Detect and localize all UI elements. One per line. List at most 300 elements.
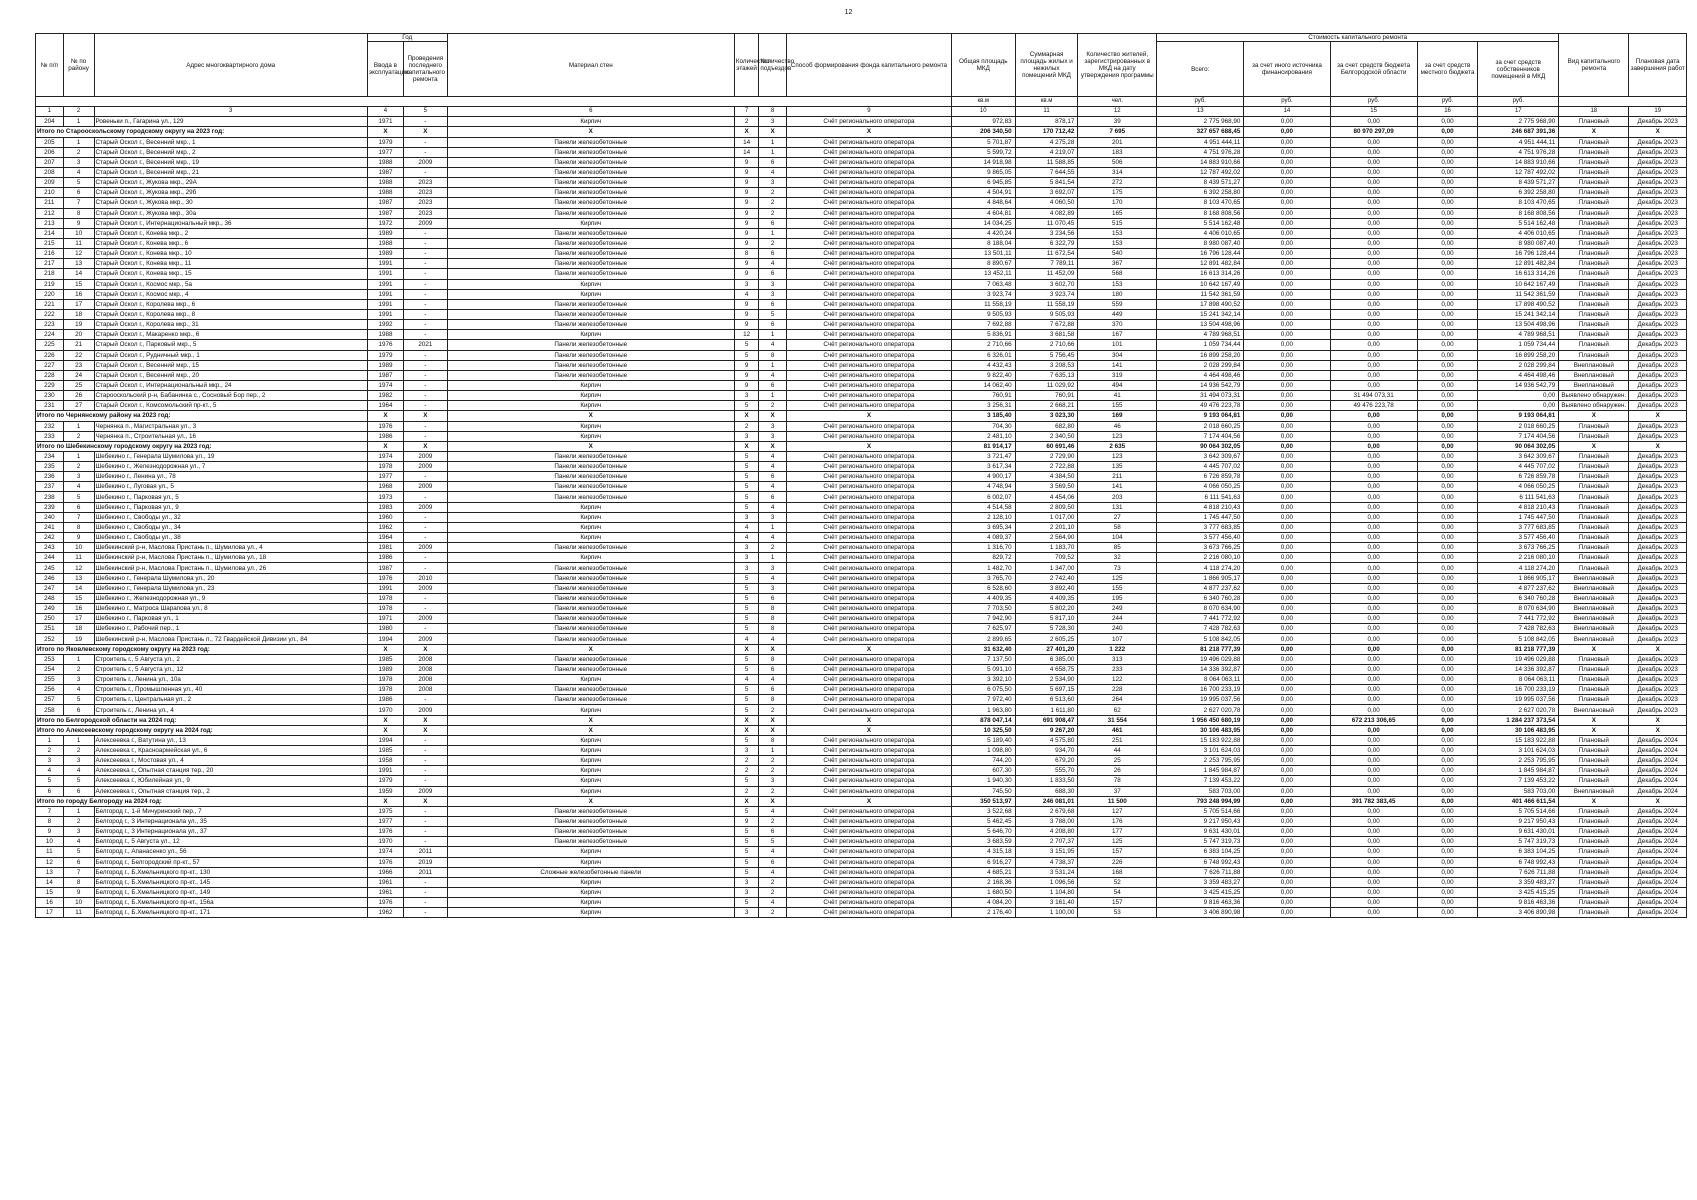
cell-c2: 0,00 — [1330, 735, 1417, 745]
cell-a2: 1 104,80 — [1015, 887, 1078, 897]
cell-s: Счёт регионального оператора — [786, 350, 951, 360]
cell-c3: 0,00 — [1417, 431, 1478, 441]
cell-n: 250 — [36, 614, 64, 624]
cell-s: Счёт регионального оператора — [786, 898, 951, 908]
cell-s: Счёт регионального оператора — [786, 178, 951, 188]
cell-c3: 0,00 — [1417, 624, 1478, 634]
cell-a2: 5 756,45 — [1015, 350, 1078, 360]
cell-c2: 672 213 306,65 — [1330, 715, 1417, 725]
cell-addr: Строитель г., Промышленная ул., 40 — [94, 685, 367, 695]
cell-c4: 6 748 992,43 — [1478, 857, 1559, 867]
cell-addr: Шебекино г., Железнодорожная ул., 7 — [94, 462, 367, 472]
cell-c3: 0,00 — [1417, 137, 1478, 147]
cell-dt: Декабрь 2024 — [1629, 806, 1687, 816]
subtotal-title: Итого по Алексеевскому городскому округу на 2024 год: — [36, 725, 368, 735]
cell-k: Внеплановый — [1559, 624, 1629, 634]
cell-c4: 6 392 258,80 — [1478, 188, 1559, 198]
cell-p: 46 — [1078, 421, 1157, 431]
cell-rr: - — [404, 837, 448, 847]
cell-f: X — [734, 441, 758, 451]
cell-m: Панели железобетонные — [447, 208, 734, 218]
cell-rr: 2011 — [404, 867, 448, 877]
cell-m: Кирпич — [447, 877, 734, 887]
cell-d: 4 — [63, 685, 94, 695]
subtotal-row — [36, 725, 1687, 735]
cell-m: Кирпич — [447, 776, 734, 786]
cell-rr: 2008 — [404, 664, 448, 674]
cell-f: 5 — [734, 806, 758, 816]
cell-m: Кирпич — [447, 279, 734, 289]
cell-a2: 4 454,06 — [1015, 492, 1078, 502]
cell-a1: 2 176,40 — [951, 908, 1015, 918]
cell-addr: Шебекино г., Генерала Шумилова ул., 23 — [94, 583, 367, 593]
table-row — [36, 877, 1687, 887]
cell-p: 180 — [1078, 289, 1157, 299]
cell-f: 5 — [734, 837, 758, 847]
table-row — [36, 685, 1687, 695]
cell-n: 227 — [36, 360, 64, 370]
cell-c2: 391 782 383,45 — [1330, 796, 1417, 806]
cell-y: 1991 — [367, 289, 403, 299]
cell-f: 9 — [734, 309, 758, 319]
cell-p: 367 — [1078, 259, 1157, 269]
column-index-cell: 14 — [1244, 107, 1330, 117]
cell-rr: X — [404, 644, 448, 654]
cell-n: 5 — [36, 776, 64, 786]
cell-dt: Декабрь 2023 — [1629, 563, 1687, 573]
cell-rr: - — [404, 249, 448, 259]
cell-dt: Декабрь 2023 — [1629, 360, 1687, 370]
column-index-cell: 8 — [759, 107, 787, 117]
cell-m: Панели железобетонные — [447, 614, 734, 624]
cell-c3: 0,00 — [1417, 654, 1478, 664]
cell-m: Панели железобетонные — [447, 573, 734, 583]
cell-p: 31 554 — [1078, 715, 1157, 725]
cell-dt: X — [1629, 441, 1687, 451]
cell-a1: 2 899,65 — [951, 634, 1015, 644]
cell-y: X — [367, 441, 403, 451]
cell-e: 4 — [759, 867, 787, 877]
cell-k: Плановый — [1559, 320, 1629, 330]
cell-s: Счёт регионального оператора — [786, 218, 951, 228]
table-row — [36, 512, 1687, 522]
cell-k: Плановый — [1559, 847, 1629, 857]
cell-a2: 2 729,90 — [1015, 451, 1078, 461]
cell-y: 1986 — [367, 431, 403, 441]
cell-a1: 5 462,45 — [951, 816, 1015, 826]
cell-c2: 0,00 — [1330, 522, 1417, 532]
cell-y: 1972 — [367, 218, 403, 228]
cell-c1: 0,00 — [1244, 624, 1330, 634]
cell-rr: - — [404, 492, 448, 502]
table-row — [36, 776, 1687, 786]
cell-n: 242 — [36, 533, 64, 543]
cell-p: 157 — [1078, 898, 1157, 908]
cell-c2: 0,00 — [1330, 492, 1417, 502]
cell-f: 3 — [734, 877, 758, 887]
cell-m: Панели железобетонные — [447, 492, 734, 502]
cell-p: 251 — [1078, 735, 1157, 745]
cell-dt: Декабрь 2023 — [1629, 309, 1687, 319]
cell-addr: Старый Оскол г., Жукова мкр., 30а — [94, 208, 367, 218]
cell-m: Кирпич — [447, 857, 734, 867]
cell-y: 1976 — [367, 340, 403, 350]
cell-c2: 0,00 — [1330, 279, 1417, 289]
cell-dt: Декабрь 2023 — [1629, 654, 1687, 664]
cell-dt: Декабрь 2023 — [1629, 472, 1687, 482]
cell-a1: 3 923,74 — [951, 289, 1015, 299]
cell-f: 4 — [734, 675, 758, 685]
cell-k: Плановый — [1559, 330, 1629, 340]
cell-a1: 972,83 — [951, 117, 1015, 127]
cell-f: 4 — [734, 533, 758, 543]
cell-c2: 0,00 — [1330, 593, 1417, 603]
cell-f: 9 — [734, 238, 758, 248]
column-index-cell: 4 — [367, 107, 403, 117]
cell-c4: 7 441 772,92 — [1478, 614, 1559, 624]
cell-m: Панели железобетонные — [447, 806, 734, 816]
cell-a1: 760,91 — [951, 391, 1015, 401]
cell-e: 6 — [759, 380, 787, 390]
cell-a1: 2 168,36 — [951, 877, 1015, 887]
cell-k: Плановый — [1559, 188, 1629, 198]
cell-n: 226 — [36, 350, 64, 360]
cell-addr: Старый Оскол г., Конева мкр., 11 — [94, 259, 367, 269]
cell-e: 8 — [759, 350, 787, 360]
cell-p: 370 — [1078, 320, 1157, 330]
cell-e: 3 — [759, 117, 787, 127]
cell-s: Счёт регионального оператора — [786, 228, 951, 238]
cell-e: 4 — [759, 340, 787, 350]
cell-k: Внеплановый — [1559, 370, 1629, 380]
cell-c3: 0,00 — [1417, 279, 1478, 289]
cell-a1: 5 701,87 — [951, 137, 1015, 147]
cell-c2: 0,00 — [1330, 664, 1417, 674]
cell-tot: 6 392 258,80 — [1157, 188, 1244, 198]
cell-c1: 0,00 — [1244, 756, 1330, 766]
cell-c1: 0,00 — [1244, 147, 1330, 157]
cell-a1: 13 452,11 — [951, 269, 1015, 279]
cell-e: X — [759, 725, 787, 735]
table-row — [36, 593, 1687, 603]
cell-p: 461 — [1078, 725, 1157, 735]
cell-rr: - — [404, 533, 448, 543]
cell-y: X — [367, 796, 403, 806]
cell-dt: Декабрь 2023 — [1629, 391, 1687, 401]
cell-e: X — [759, 715, 787, 725]
cell-tot: 7 626 711,88 — [1157, 867, 1244, 877]
cell-rr: - — [404, 137, 448, 147]
cell-a2: 2 710,66 — [1015, 340, 1078, 350]
cell-d: 1 — [63, 735, 94, 745]
cell-tot: 5 514 162,48 — [1157, 218, 1244, 228]
cell-c2: 0,00 — [1330, 847, 1417, 857]
cell-tot: 6 340 760,28 — [1157, 593, 1244, 603]
cell-dt: Декабрь 2023 — [1629, 593, 1687, 603]
cell-c3: 0,00 — [1417, 847, 1478, 857]
cell-c2: 0,00 — [1330, 766, 1417, 776]
cell-f: 2 — [734, 766, 758, 776]
cell-p: 240 — [1078, 624, 1157, 634]
cell-rr: - — [404, 350, 448, 360]
cell-f: 5 — [734, 462, 758, 472]
cell-a2: 4 384,50 — [1015, 472, 1078, 482]
cell-d: 27 — [63, 401, 94, 411]
cell-c3: 0,00 — [1417, 533, 1478, 543]
cell-s: Счёт регионального оператора — [786, 401, 951, 411]
cell-s: Счёт регионального оператора — [786, 695, 951, 705]
cell-c4: 5 705 514,66 — [1478, 806, 1559, 816]
cell-n: 230 — [36, 391, 64, 401]
cell-s: Счёт регионального оператора — [786, 756, 951, 766]
cell-n: 228 — [36, 370, 64, 380]
cell-f: 3 — [734, 431, 758, 441]
cell-tot: 13 504 498,96 — [1157, 320, 1244, 330]
cell-y: 1970 — [367, 705, 403, 715]
cell-s: Счёт регионального оператора — [786, 309, 951, 319]
cell-p: 104 — [1078, 533, 1157, 543]
cell-c1: 0,00 — [1244, 664, 1330, 674]
cell-e: 2 — [759, 188, 787, 198]
cell-tot: 8 439 571,27 — [1157, 178, 1244, 188]
cell-c2: 0,00 — [1330, 340, 1417, 350]
cell-c1: 0,00 — [1244, 269, 1330, 279]
cell-rr: 2008 — [404, 675, 448, 685]
cell-n: 243 — [36, 543, 64, 553]
cell-c4: 9 816 463,36 — [1478, 898, 1559, 908]
cell-p: 176 — [1078, 816, 1157, 826]
cell-tot: 1 956 450 680,19 — [1157, 715, 1244, 725]
cell-m: Панели железобетонные — [447, 563, 734, 573]
cell-dt: Декабрь 2023 — [1629, 228, 1687, 238]
cell-tot: 3 359 483,27 — [1157, 877, 1244, 887]
cell-a2: 11 452,09 — [1015, 269, 1078, 279]
table-row — [36, 178, 1687, 188]
cell-tot: 2 216 080,10 — [1157, 553, 1244, 563]
cell-k: Плановый — [1559, 654, 1629, 664]
cell-rr: X — [404, 796, 448, 806]
cell-c3: 0,00 — [1417, 462, 1478, 472]
cell-f: 2 — [734, 756, 758, 766]
cell-s: Счёт регионального оператора — [786, 583, 951, 593]
cell-c3: 0,00 — [1417, 188, 1478, 198]
cell-c2: 0,00 — [1330, 573, 1417, 583]
cell-c4: 0,00 — [1478, 401, 1559, 411]
cell-k: Плановый — [1559, 198, 1629, 208]
cell-n: 209 — [36, 178, 64, 188]
cell-f: 2 — [734, 421, 758, 431]
cell-c1: 0,00 — [1244, 309, 1330, 319]
cell-y: 1989 — [367, 228, 403, 238]
cell-m: Панели железобетонные — [447, 320, 734, 330]
cell-c3: 0,00 — [1417, 685, 1478, 695]
cell-m: Кирпич — [447, 735, 734, 745]
cell-n: 13 — [36, 867, 64, 877]
cell-f: 4 — [734, 522, 758, 532]
cell-p: 73 — [1078, 563, 1157, 573]
cell-p: 165 — [1078, 208, 1157, 218]
cell-s: Счёт регионального оператора — [786, 543, 951, 553]
cell-c4: 15 241 342,14 — [1478, 309, 1559, 319]
cell-m: Панели железобетонные — [447, 624, 734, 634]
cell-a2: 3 681,58 — [1015, 330, 1078, 340]
cell-a2: 2 809,50 — [1015, 502, 1078, 512]
cell-d: 10 — [63, 898, 94, 908]
cell-s: Счёт регионального оператора — [786, 766, 951, 776]
cell-n: 237 — [36, 482, 64, 492]
table-row — [36, 543, 1687, 553]
cell-c2: 0,00 — [1330, 147, 1417, 157]
cell-k: Плановый — [1559, 685, 1629, 695]
cell-a2: 934,70 — [1015, 746, 1078, 756]
subtotal-row — [36, 796, 1687, 806]
cell-dt: Декабрь 2023 — [1629, 178, 1687, 188]
cell-p: 58 — [1078, 522, 1157, 532]
cell-k: Плановый — [1559, 228, 1629, 238]
cell-a1: 4 089,37 — [951, 533, 1015, 543]
cell-a1: 7 972,40 — [951, 695, 1015, 705]
cell-y: 1991 — [367, 259, 403, 269]
cell-a2: 1 096,56 — [1015, 877, 1078, 887]
cell-e: 8 — [759, 654, 787, 664]
column-index-cell: 9 — [786, 107, 951, 117]
column-index-cell: 2 — [63, 107, 94, 117]
cell-addr: Алексеевка г., Опытная станция тер., 2 — [94, 786, 367, 796]
cell-c3: 0,00 — [1417, 634, 1478, 644]
cell-m: Кирпич — [447, 289, 734, 299]
cell-p: 170 — [1078, 198, 1157, 208]
cell-e: 2 — [759, 238, 787, 248]
cell-m: Кирпич — [447, 786, 734, 796]
cell-dt: Декабрь 2024 — [1629, 877, 1687, 887]
cell-a1: 4 685,21 — [951, 867, 1015, 877]
cell-a2: 7 789,11 — [1015, 259, 1078, 269]
cell-addr: Старый Оскол г., Королева мкр., 6 — [94, 299, 367, 309]
cell-a2: 2 605,25 — [1015, 634, 1078, 644]
cell-k: Внеплановый — [1559, 705, 1629, 715]
cell-a2: 691 908,47 — [1015, 715, 1078, 725]
cell-dt: Декабрь 2023 — [1629, 198, 1687, 208]
subtotal-title: Итого по Чернянскому району на 2023 год: — [36, 411, 368, 421]
cell-addr: Чернянка п., Магистральная ул., 3 — [94, 421, 367, 431]
cell-e: 1 — [759, 360, 787, 370]
cell-dt: Декабрь 2023 — [1629, 340, 1687, 350]
cell-c2: 0,00 — [1330, 472, 1417, 482]
cell-m: Панели железобетонные — [447, 634, 734, 644]
cell-rr: - — [404, 766, 448, 776]
cell-s: Счёт регионального оператора — [786, 380, 951, 390]
cell-n: 244 — [36, 553, 64, 563]
cell-k: Внеплановый — [1559, 573, 1629, 583]
cell-k: Плановый — [1559, 887, 1629, 897]
cell-c2: 0,00 — [1330, 776, 1417, 786]
cell-c1: 0,00 — [1244, 685, 1330, 695]
cell-c4: 2 028 299,84 — [1478, 360, 1559, 370]
cell-a1: 350 513,97 — [951, 796, 1015, 806]
cell-d: 4 — [63, 167, 94, 177]
cell-c1: 0,00 — [1244, 796, 1330, 806]
cell-y: 1987 — [367, 167, 403, 177]
cell-m: X — [447, 644, 734, 654]
cell-tot: 4 951 444,11 — [1157, 137, 1244, 147]
cell-c4: 4 818 210,43 — [1478, 502, 1559, 512]
cell-addr: Белгород г., 5 Августа ул., 12 — [94, 837, 367, 847]
cell-tot: 3 577 456,40 — [1157, 533, 1244, 543]
cell-m: X — [447, 411, 734, 421]
cell-a2: 1 017,00 — [1015, 512, 1078, 522]
cell-c1: 0,00 — [1244, 614, 1330, 624]
cell-c3: 0,00 — [1417, 238, 1478, 248]
cell-tot: 12 891 482,84 — [1157, 259, 1244, 269]
cell-a1: 744,20 — [951, 756, 1015, 766]
cell-a2: 760,91 — [1015, 391, 1078, 401]
cell-c2: 0,00 — [1330, 624, 1417, 634]
cell-a2: 3 151,95 — [1015, 847, 1078, 857]
cell-c3: 0,00 — [1417, 898, 1478, 908]
cell-d: 18 — [63, 624, 94, 634]
cell-k: Плановый — [1559, 533, 1629, 543]
table-row — [36, 391, 1687, 401]
column-index-cell: 18 — [1559, 107, 1629, 117]
cell-a1: 7 137,50 — [951, 654, 1015, 664]
cell-addr: Белгород г., Б.Хмельницкого пр-кт., 130 — [94, 867, 367, 877]
cell-a1: 3 695,34 — [951, 522, 1015, 532]
cell-d: 10 — [63, 543, 94, 553]
cell-a2: 3 788,00 — [1015, 816, 1078, 826]
cell-c1: 0,00 — [1244, 573, 1330, 583]
cell-p: 141 — [1078, 482, 1157, 492]
cell-addr: Старый Оскол г., Парковый мкр., 5 — [94, 340, 367, 350]
cell-c4: 2 018 660,25 — [1478, 421, 1559, 431]
cell-f: 9 — [734, 269, 758, 279]
cell-c2: 0,00 — [1330, 502, 1417, 512]
cell-addr: Белгород г., Б.Хмельницкого пр-кт., 171 — [94, 908, 367, 918]
cell-a1: 3 256,31 — [951, 401, 1015, 411]
cell-d: 1 — [63, 421, 94, 431]
cell-a2: 2 742,40 — [1015, 573, 1078, 583]
cell-addr: Старый Оскол г., Весенний мкр., 20 — [94, 370, 367, 380]
cell-a1: 4 420,24 — [951, 228, 1015, 238]
cell-c3: 0,00 — [1417, 512, 1478, 522]
cell-f: 5 — [734, 654, 758, 664]
cell-dt: Декабрь 2023 — [1629, 167, 1687, 177]
cell-tot: 19 496 029,88 — [1157, 654, 1244, 664]
cell-y: 1991 — [367, 766, 403, 776]
table-row — [36, 827, 1687, 837]
table-row — [36, 816, 1687, 826]
cell-f: 9 — [734, 167, 758, 177]
cell-k: Плановый — [1559, 877, 1629, 887]
cell-d: 2 — [63, 147, 94, 157]
cell-m: Панели железобетонные — [447, 482, 734, 492]
cell-addr: Белгород г., Б.Хмельницкого пр-кт., 145 — [94, 877, 367, 887]
cell-a1: 2 128,10 — [951, 512, 1015, 522]
cell-a2: 3 023,30 — [1015, 411, 1078, 421]
cell-c4: 8 980 087,40 — [1478, 238, 1559, 248]
cell-s: X — [786, 644, 951, 654]
cell-c2: 0,00 — [1330, 482, 1417, 492]
cell-a1: 3 721,47 — [951, 451, 1015, 461]
cell-dt: Декабрь 2023 — [1629, 573, 1687, 583]
cell-c1: 0,00 — [1244, 178, 1330, 188]
cell-dt: Декабрь 2023 — [1629, 462, 1687, 472]
cell-addr: Белгород г., Белгородский пр-кт., 57 — [94, 857, 367, 867]
cell-c2: 0,00 — [1330, 634, 1417, 644]
cell-d: 5 — [63, 492, 94, 502]
cell-y: 1982 — [367, 391, 403, 401]
cell-c2: 0,00 — [1330, 330, 1417, 340]
cell-dt: Декабрь 2023 — [1629, 299, 1687, 309]
